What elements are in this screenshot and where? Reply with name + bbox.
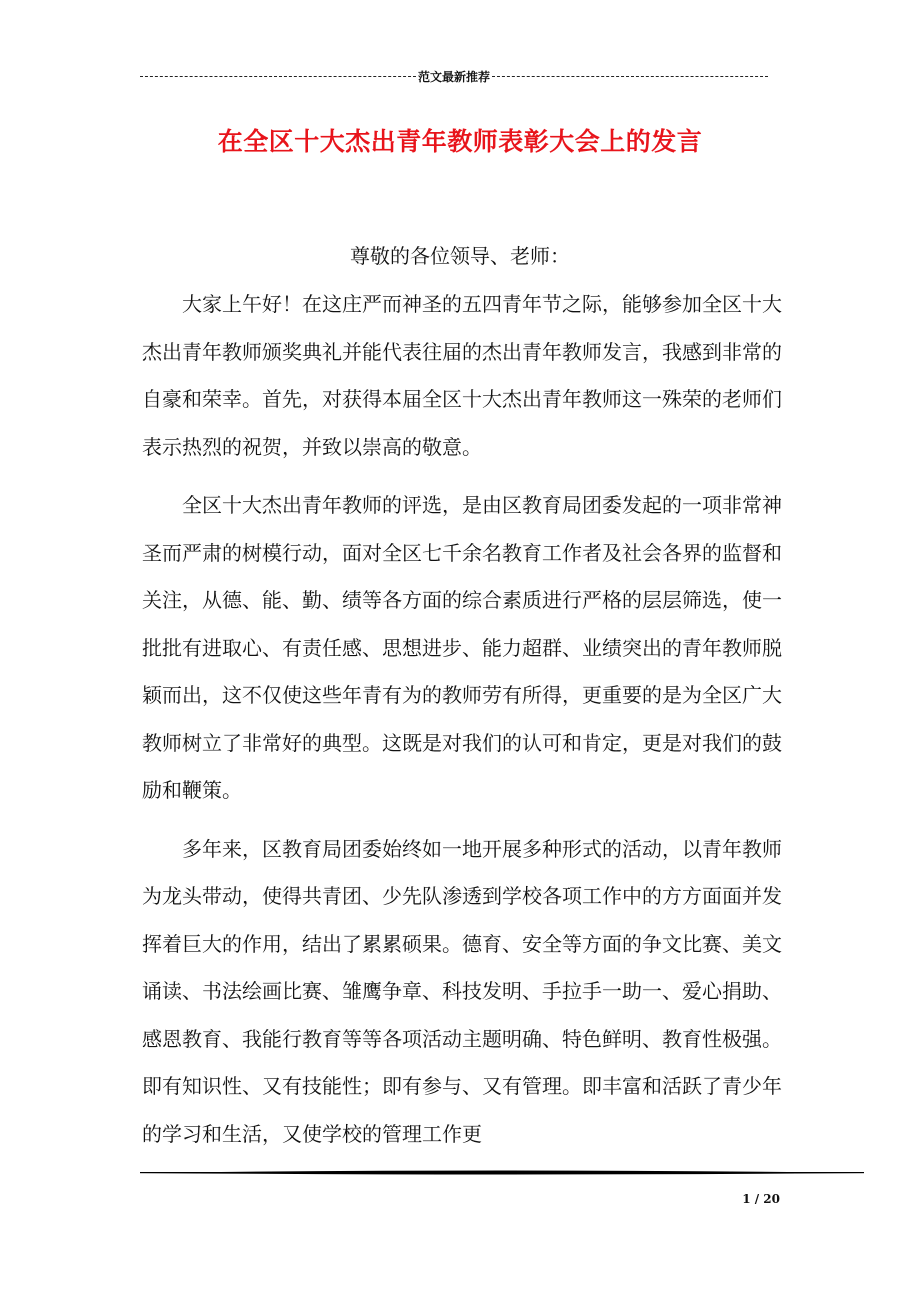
header-dash-left — [140, 76, 416, 77]
document-body — [142, 281, 782, 1169]
paragraph-1: 大家上午好！在这庄严而神圣的五四青年节之际，能够参加全区十大杰出青年教师颁奖典礼并能代表往届的杰出青年教师发言，我感到非常的自豪和荣幸。首先，对获得本届全区十大杰出青年教师这一殊荣的老师们表示热烈的祝贺，并致以崇高的敬意。 — [142, 292, 782, 459]
paragraph-2: 全区十大杰出青年教师的评选，是由区教育局团委发起的一项非常神圣而严肃的树模行动，面对全区七千余名教育工作者及社会各界的监督和关注，从德、能、勤、绩等各方面的综合素质进行严格的层层筛选，使一批批有进取心、有责任感、思想进步、能力超群、业绩突出的青年教师脱颖而出，这不仅使这些年青有为的教师劳有所得，更重要的是为全区广大教师树立了非常好的典型。这既是对我们的认可和肯定，更是对我们的鼓励和鞭策。 — [142, 493, 782, 802]
page-number: 1 / 20 — [742, 1192, 780, 1206]
paragraph-3: 多年来，区教育局团委始终如一地开展多种形式的活动，以青年教师为龙头带动，使得共青团、少先队渗透到学校各项工作中的方方面面并发挥着巨大的作用，结出了累累硕果。德育、安全等方面的争文比赛、美文诵读、书法绘画比赛、雏鹰争章、科技发明、手拉手一助一、爱心捐助、感恩教育、我能行教育等等各项活动主题明确、特色鲜明、教育性极强。即有知识性、又有技能性；即有参与、又有管理。即丰富和活跃了青少年的学习和生活，又使学校的管理工作更 — [142, 836, 782, 1146]
header-dash-right — [492, 76, 768, 77]
salutation: 尊敬的各位领导、老师： — [350, 244, 570, 268]
page-header — [140, 66, 768, 86]
header-label: 范文最新推荐 — [418, 69, 491, 84]
footer-rule — [140, 1166, 864, 1178]
document-title: 在全区十大杰出青年教师表彰大会上的发言 — [217, 127, 703, 156]
